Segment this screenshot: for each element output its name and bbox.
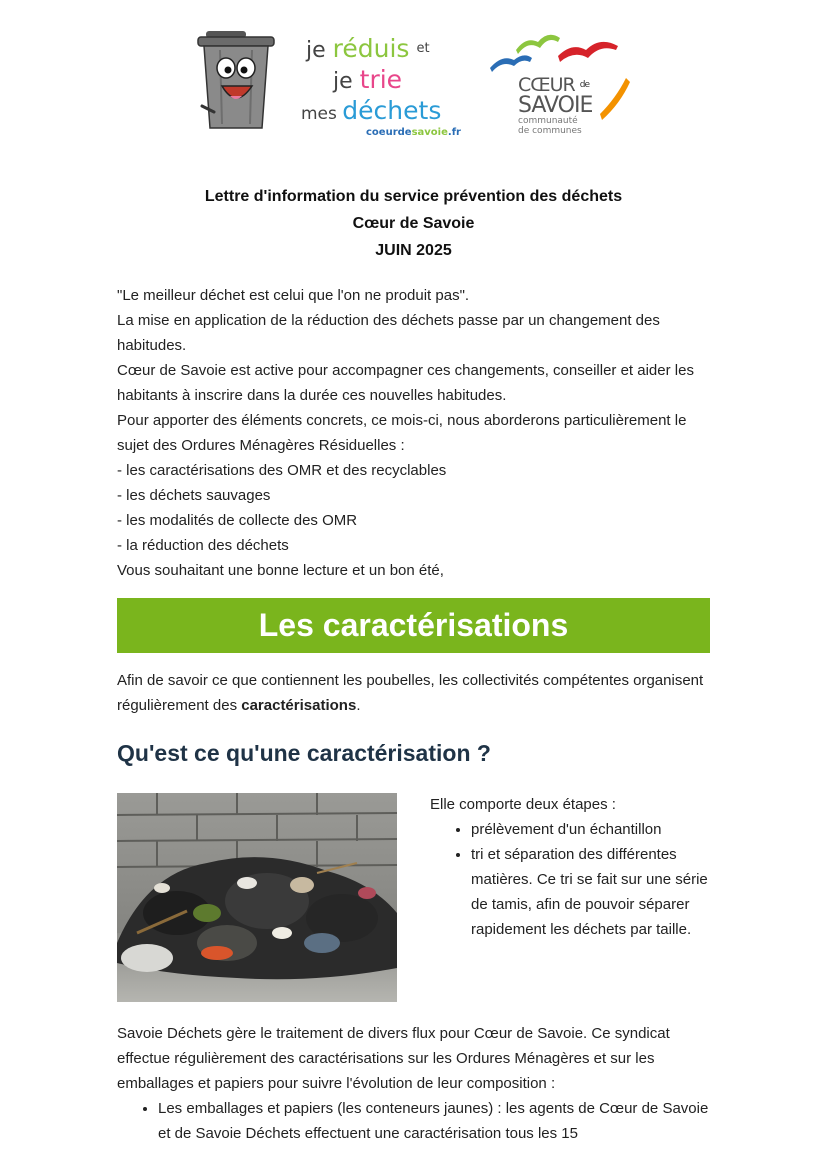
title-line: Lettre d'information du service prévention des déchets [204, 188, 623, 205]
slogan-text: mes [301, 104, 337, 124]
partner-line: de communes [518, 126, 582, 136]
steps-intro: Elle comporte deux étapes : [430, 796, 616, 813]
slogan-highlight: déchets [342, 96, 442, 125]
intro-line: Vous souhaitant une bonne lecture et un bon été, [117, 562, 444, 579]
paragraph-bold: caractérisations [241, 697, 357, 714]
intro-line: - la réduction des déchets [117, 537, 289, 554]
site-part: .fr [447, 127, 461, 138]
intro-line: - les modalités de collecte des OMR [117, 512, 358, 529]
list-item: • Les emballages et papiers (les conteneurs jaunes) : les agents de Cœur de Savoie et de Savoie Déchets effectuent une caractérisation tous les 15 [158, 1096, 717, 1146]
partner-line: CŒUR [518, 74, 575, 96]
intro-line: La mise en application de la réduction des déchets passe par un changement des habitudes. [117, 312, 660, 354]
intro-line: Pour apporter des éléments concrets, ce mois-ci, nous aborderons particulièrement le sujet des Ordures Ménagères Résiduelles : [117, 412, 687, 454]
section-banner: Les caractérisations [117, 598, 710, 653]
section-paragraph: Savoie Déchets gère le traitement de divers flux pour Cœur de Savoie. Ce syndicat effectue régulièrement des caractérisations sur les Ordures Ménagères et sur les emballages et papiers pour suivre l'évolution de leur composition : [117, 1025, 670, 1092]
list-item: • tri et séparation des différentes matières. Ce tri se fait sur une série de tamis, afin de pouvoir séparer rapidement les déchets par taille. [471, 842, 720, 942]
slogan-text: je [333, 69, 353, 94]
coeur-de-savoie-logo [488, 28, 633, 143]
flux-list [117, 1096, 717, 1146]
paragraph-text: . [356, 697, 361, 714]
slogan [296, 34, 486, 138]
paragraph-text: Afin de savoir ce que contiennent les poubelles, les collectivités compétentes organisent régulièrement des [117, 672, 704, 714]
orange-swoosh-icon [488, 28, 633, 143]
site-part: coeurde [366, 127, 412, 138]
intro-line: - les caractérisations des OMR et des recyclables [117, 462, 447, 479]
steps-list [430, 817, 720, 942]
reduce-sort-logo [196, 28, 486, 143]
intro-line: Cœur de Savoie est active pour accompagner ces changements, conseiller et aider les habitants à inscrire dans la durée ces nouvelles habitudes. [117, 362, 694, 404]
slogan-text: et [416, 41, 430, 56]
title-line: Cœur de Savoie [352, 215, 475, 232]
section-paragraph [117, 668, 717, 718]
partner-line: communauté [518, 116, 578, 126]
trash-can-mascot-icon [196, 28, 276, 132]
steps-block [430, 792, 720, 942]
partner-line: de [579, 80, 589, 90]
waste-pile-photo [117, 793, 397, 1002]
slogan-text: je [306, 38, 326, 63]
list-item: • prélèvement d'un échantillon [471, 817, 720, 842]
newsletter-title [100, 183, 727, 264]
partner-line: SAVOIE [518, 93, 593, 118]
intro-line: "Le meilleur déchet est celui que l'on ne produit pas". [117, 287, 470, 304]
slogan-highlight: réduis [332, 34, 410, 63]
section-heading: Qu'est ce qu'une caractérisation ? [117, 740, 491, 766]
intro-line: - les déchets sauvages [117, 487, 271, 504]
site-part: savoie [411, 127, 448, 138]
intro-text [117, 283, 717, 583]
slogan-highlight: trie [359, 65, 403, 94]
title-date: JUIN 2025 [375, 242, 452, 259]
